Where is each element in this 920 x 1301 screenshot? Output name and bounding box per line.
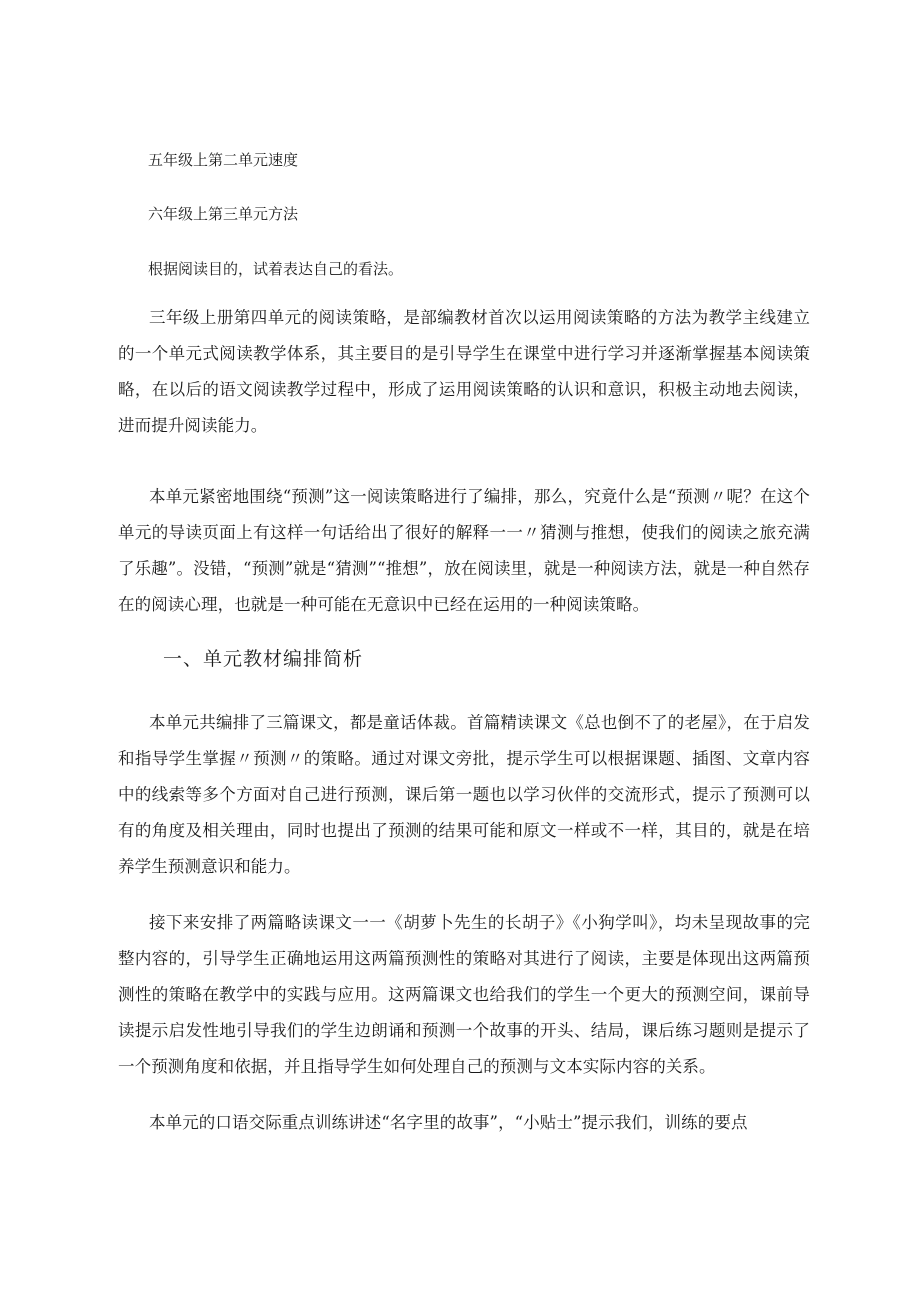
- section-heading: 一、单元教材编排简析: [163, 648, 364, 670]
- paragraph-skim-reading: 接下来安排了两篇略读课文一一《胡萝卜先生的长胡子》《小狗学叫》，均未呈现故事的完整内容的，引导学生正确地运用这两篇预测性的策略对其进行了阅读，主要是体现出这两篇预测性的策略在教学中的实践与应用。这两篇课文也给我们的学生一个更大的预测空间，课前导读提示启发性地引导我们的学生边朗诵和预测一个故事的开头、结局，课后练习题则是提示了一个预测角度和依据，并且指导学生如何处理自己的预测与文本实际内容的关系。: [118, 913, 810, 1076]
- paragraph-prediction: 本单元紧密地围绕“预测”这一阅读策略进行了编排，那么，究竟什么是“预测〃呢？在这个单元的导读页面上有这样一句话给出了很好的解释一一〃猜测与推想，使我们的阅读之旅充满了乐趣”。没错，“预测”就是“猜测”“推想”，放在阅读里，就是一种阅读方法，就是一种自然存在的阅读心理，也就是一种可能在无意识中已经在运用的一种阅读策略。: [118, 487, 810, 614]
- paragraph-oral-communication: 本单元的口语交际重点训练讲述“名字里的故事”，“小贴士”提示我们，训练的要点: [149, 1113, 748, 1132]
- paragraph-texts-overview: 本单元共编排了三篇课文，都是童话体裁。首篇精读课文《总也倒不了的老屋》，在于启发和指导学生掌握〃预测〃的策略。通过对课文旁批，提示学生可以根据课题、插图、文章内容中的线索等多个方面对自己进行预测，课后第一题也以学习伙伴的交流形式，提示了预测可以有的角度及相关理由，同时也提出了预测的结果可能和原文一样或不一样，其目的，就是在培养学生预测意识和能力。: [118, 713, 810, 876]
- text-line-grade5: 五年级上第二单元速度: [148, 151, 299, 169]
- paragraph-intro: 三年级上册第四单元的阅读策略，是部编教材首次以运用阅读策略的方法为教学主线建立的一个单元式阅读教学体系，其主要目的是引导学生在课堂中进行学习并逐渐掌握基本阅读策略，在以后的语文阅读教学过程中，形成了运用阅读策略的认识和意识，积极主动地去阅读，进而提升阅读能力。: [118, 308, 810, 435]
- text-line-reading-goal: 根据阅读目的，试着表达自己的看法。: [148, 260, 404, 278]
- text-line-grade6: 六年级上第三单元方法: [148, 205, 299, 223]
